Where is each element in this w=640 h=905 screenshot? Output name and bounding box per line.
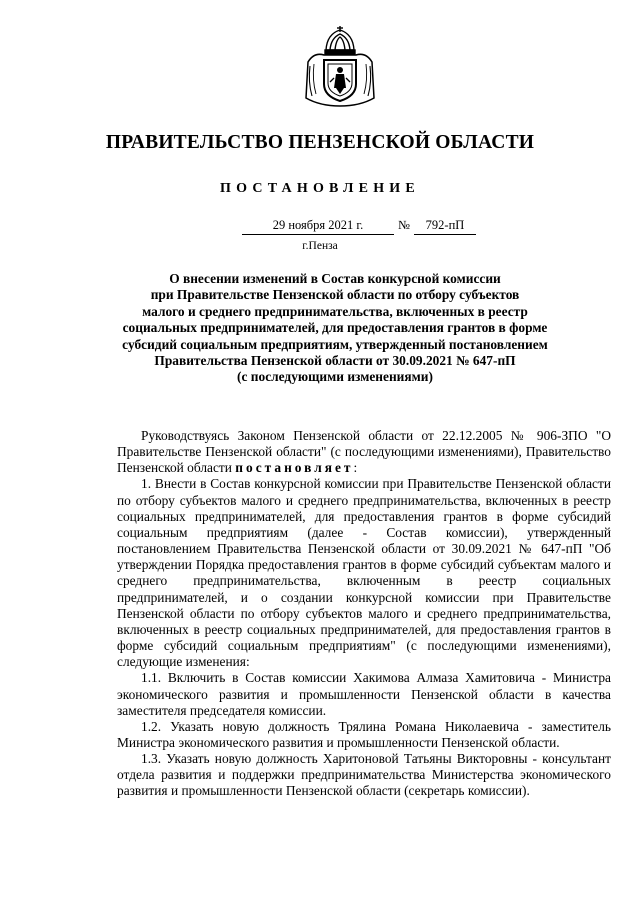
document-subject [100, 271, 570, 386]
paragraph-1-3: 1.3. Указать новую должность Харитоновой Татьяны Викторовны - консультант отдела развития и поддержки предпринимательства Министерства экономического развития и промышленности Пензенской области (секретарь комиссии). [117, 751, 611, 799]
city: г.Пенза [302, 240, 338, 252]
subject-line: при Правительстве Пензенской области по отбору субъектов [150, 287, 520, 303]
paragraph-1: 1. Внести в Состав конкурсной комиссии при Правительстве Пензенской области по отбору субъектов малого и среднего предпринимательства, включенных в реестр социальных предпринимателей, для предоставления грантов в форме субсидий социальным предприятиям (далее - Состав комиссии), утвержденный постановлением Правительства Пензенской области от 30.09.2021 № 647-пП "Об утверждении Порядка предоставления грантов в форме субсидий субъектам малого и среднего предпринимательства, включенным в реестр социальных предпринимателей, и о создании конкурсной комиссии при Правительстве Пензенской области по отбору субъектов малого и среднего предпринимательства, включенных в реестр социальных предпринимателей, для предоставления грантов в форме субсидий социальным предприятиям" (с последующими изменениями), следующие изменения: [117, 476, 611, 670]
intro-paragraph [117, 428, 611, 476]
document-date: 29 ноября 2021 г. [242, 218, 394, 235]
subject-line: О внесении изменений в Состав конкурсной комиссии [169, 271, 501, 286]
subject-line: (с последующими изменениями) [237, 369, 433, 385]
document-number: 792-пП [414, 218, 476, 235]
document-type: ПОСТАНОВЛЕНИЕ [220, 181, 420, 196]
paragraph-1-2: 1.2. Указать новую должность Трялина Романа Николаевича - заместитель Министра экономического развития и промышленности Пензенской области. [117, 718, 611, 750]
document-body [117, 428, 611, 800]
resolves-verb: постановляет [235, 460, 354, 476]
number-sign: № [398, 218, 410, 232]
coat-of-arms-icon [300, 22, 380, 108]
government-title: ПРАВИТЕЛЬСТВО ПЕНЗЕНСКОЙ ОБЛАСТИ [105, 132, 535, 153]
intro-text: Руководствуясь Законом Пензенской области от 22.12.2005 № 906-ЗПО "О Правительстве Пензенской области" (с последующими изменениями), Правительство Пензенской области [117, 428, 611, 476]
subject-line: Правительства Пензенской области от 30.09.2021 № 647-пП [154, 353, 516, 369]
subject-line: малого и среднего предпринимательства, включенных в реестр [142, 303, 528, 319]
subject-line: субсидий социальным предприятиям, утвержденный постановлением [122, 336, 548, 352]
subject-line: социальных предпринимателей, для предоставления грантов в форме [122, 320, 548, 336]
paragraph-1-1: 1.1. Включить в Состав комиссии Хакимова Алмаза Хамитовича - Министра экономического развития и промышленности Пензенской области в качества заместителя председателя комиссии. [117, 670, 611, 718]
intro-end: : [353, 460, 358, 476]
